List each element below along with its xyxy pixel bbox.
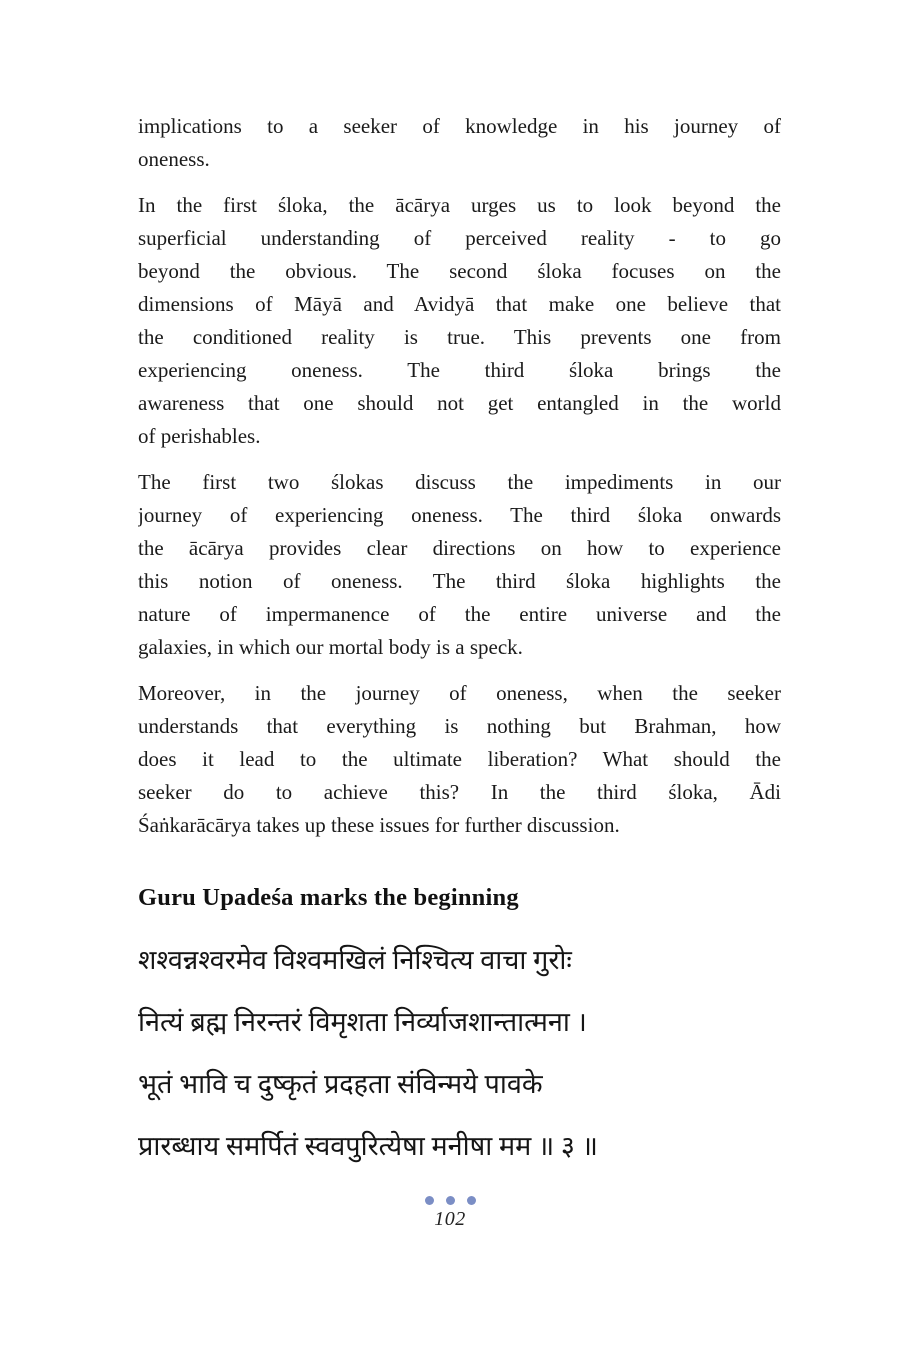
verse-line: शश्वन्नश्वरमेव विश्वमखिलं निश्चित्य वाचा गुरोः <box>138 945 572 975</box>
page-number: 102 <box>434 1208 466 1230</box>
paragraph <box>138 189 781 453</box>
paragraph <box>138 110 781 176</box>
text-line: seeker do to achieve this? In the third śloka, Ādi <box>138 780 781 804</box>
body-paragraphs <box>138 110 781 842</box>
text-line: oneness. <box>138 147 210 171</box>
sanskrit-verse <box>138 929 781 1177</box>
text-line: superficial understanding of perceived reality - to go <box>138 226 781 250</box>
text-line: implications to a seeker of knowledge in his journey of <box>138 114 781 138</box>
ornament-dots <box>0 1196 900 1205</box>
page-footer <box>0 1196 900 1231</box>
ornament-dot-icon <box>425 1196 434 1205</box>
text-line: of perishables. <box>138 424 261 448</box>
text-line: understands that everything is nothing but Brahman, how <box>138 714 781 738</box>
text-line: the ācārya provides clear directions on how to experience <box>138 536 781 560</box>
ornament-dot-icon <box>446 1196 455 1205</box>
paragraph <box>138 677 781 842</box>
text-line: the conditioned reality is true. This prevents one from <box>138 325 781 349</box>
paragraph <box>138 466 781 664</box>
text-line: this notion of oneness. The third śloka highlights the <box>138 569 781 593</box>
text-line: experiencing oneness. The third śloka brings the <box>138 358 781 382</box>
text-line: beyond the obvious. The second śloka focuses on the <box>138 259 781 283</box>
ornament-dot-icon <box>467 1196 476 1205</box>
text-line: journey of experiencing oneness. The third śloka onwards <box>138 503 781 527</box>
text-line: In the first śloka, the ācārya urges us to look beyond the <box>138 193 781 217</box>
text-line: nature of impermanence of the entire universe and the <box>138 602 781 626</box>
verse-line: नित्यं ब्रह्म निरन्तरं विमृशता निर्व्याजशान्तात्मना । <box>138 1007 587 1037</box>
text-line: dimensions of Māyā and Avidyā that make one believe that <box>138 292 781 316</box>
page-content <box>138 110 781 1177</box>
section-heading: Guru Upadeśa marks the beginning <box>138 884 519 911</box>
verse-line: प्रारब्धाय समर्पितं स्ववपुरित्येषा मनीषा मम ॥ ३ ॥ <box>138 1131 598 1161</box>
text-line: does it lead to the ultimate liberation? What should the <box>138 747 781 771</box>
text-line: awareness that one should not get entangled in the world <box>138 391 781 415</box>
text-line: Moreover, in the journey of oneness, when the seeker <box>138 681 781 705</box>
text-line: galaxies, in which our mortal body is a speck. <box>138 635 523 659</box>
text-line: The first two ślokas discuss the impediments in our <box>138 470 781 494</box>
text-line: Śaṅkarācārya takes up these issues for further discussion. <box>138 813 620 837</box>
verse-line: भूतं भावि च दुष्कृतं प्रदहता संविन्मये पावके <box>138 1069 543 1099</box>
